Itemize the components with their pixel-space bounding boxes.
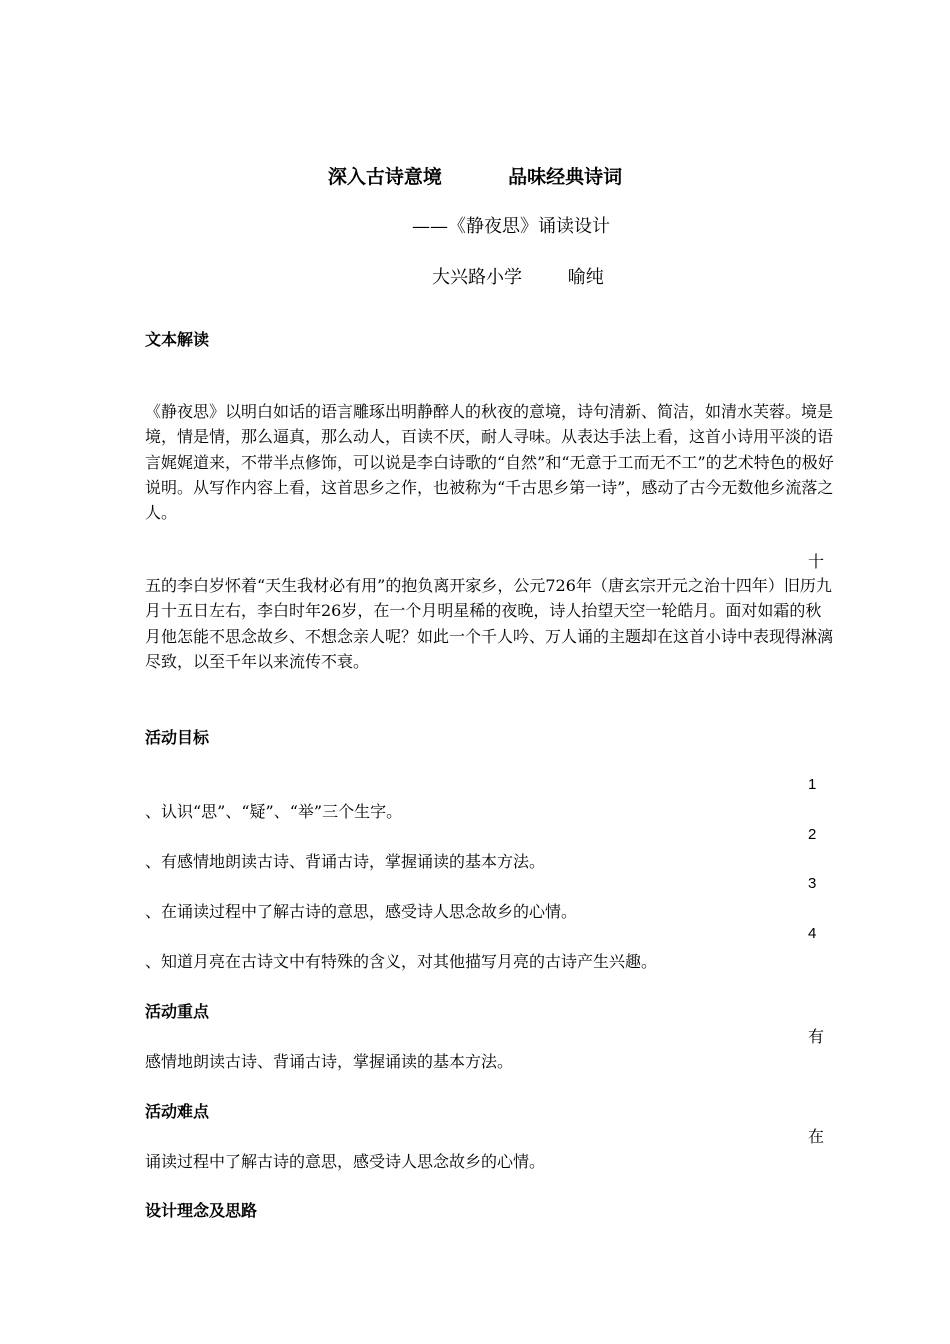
section-heading-difficulty: 活动难点 <box>145 1102 210 1121</box>
document-title: 深入古诗意境 品味经典诗词 <box>327 166 623 188</box>
section-heading-focus: 活动重点 <box>145 1002 210 1021</box>
author-line: 大兴路小学 喻纯 <box>432 267 604 288</box>
document-subtitle: ——《静夜思》诵读设计 <box>412 216 610 237</box>
difficulty-text: 诵读过程中了解古诗的意思，感受诗人思念故乡的心情。 <box>145 1152 546 1171</box>
goal-item: 、有感情地朗读古诗、背诵古诗，掌握诵读的基本方法。 <box>145 852 546 871</box>
difficulty-continuation-marker: 在 <box>808 1127 825 1146</box>
focus-text: 感情地朗读古诗、背诵古诗，掌握诵读的基本方法。 <box>145 1052 514 1071</box>
text-reading-paragraph-1: 《静夜思》以明白如话的语言雕琢出明静醉人的秋夜的意境，诗句清新、简洁，如清水芙蓉。境是境，情是情，那么逼真，那么动人，百读不厌，耐人寻味。从表达手法上看，这首小诗用平淡的语言娓娓道来，不带半点修饰，可以说是李白诗歌的“自然”和“无意于工而无不工”的艺术特色的极好说明。从写作内容上看，这首思乡之作，也被称为“千古思乡第一诗”，感动了古今无数他乡流落之人。 <box>145 402 834 523</box>
section-heading-goals: 活动目标 <box>145 728 210 747</box>
goal-number: 4 <box>808 925 817 942</box>
goal-item: 、知道月亮在古诗文中有特殊的含义，对其他描写月亮的古诗产生兴趣。 <box>145 952 658 971</box>
goal-number: 1 <box>808 776 817 793</box>
section-heading-text-reading: 文本解读 <box>145 330 210 349</box>
goal-item: 、认识“思”、“疑”、“举”三个生字。 <box>145 802 403 821</box>
focus-continuation-marker: 有 <box>808 1027 825 1046</box>
goal-number: 3 <box>808 875 817 892</box>
text-reading-paragraph-2: 五的李白岁怀着“天生我材必有用”的抱负离开家乡，公元726年（唐玄宗开元之治十四年）旧历九月十五日左右，李白时年26岁，在一个月明星稀的夜晚，诗人抬望天空一轮皓月。面对如霜的秋月他怎能不思念故乡、不想念亲人呢？如此一个千人吟、万人诵的主题却在这首小诗中表现得淋漓尽致，以至千年以来流传不衰。 <box>145 576 834 671</box>
paragraph-continuation-marker: 十 <box>808 552 825 571</box>
goal-item: 、在诵读过程中了解古诗的意思，感受诗人思念故乡的心情。 <box>145 902 578 921</box>
goal-number: 2 <box>808 826 817 843</box>
section-heading-design: 设计理念及思路 <box>145 1201 258 1220</box>
